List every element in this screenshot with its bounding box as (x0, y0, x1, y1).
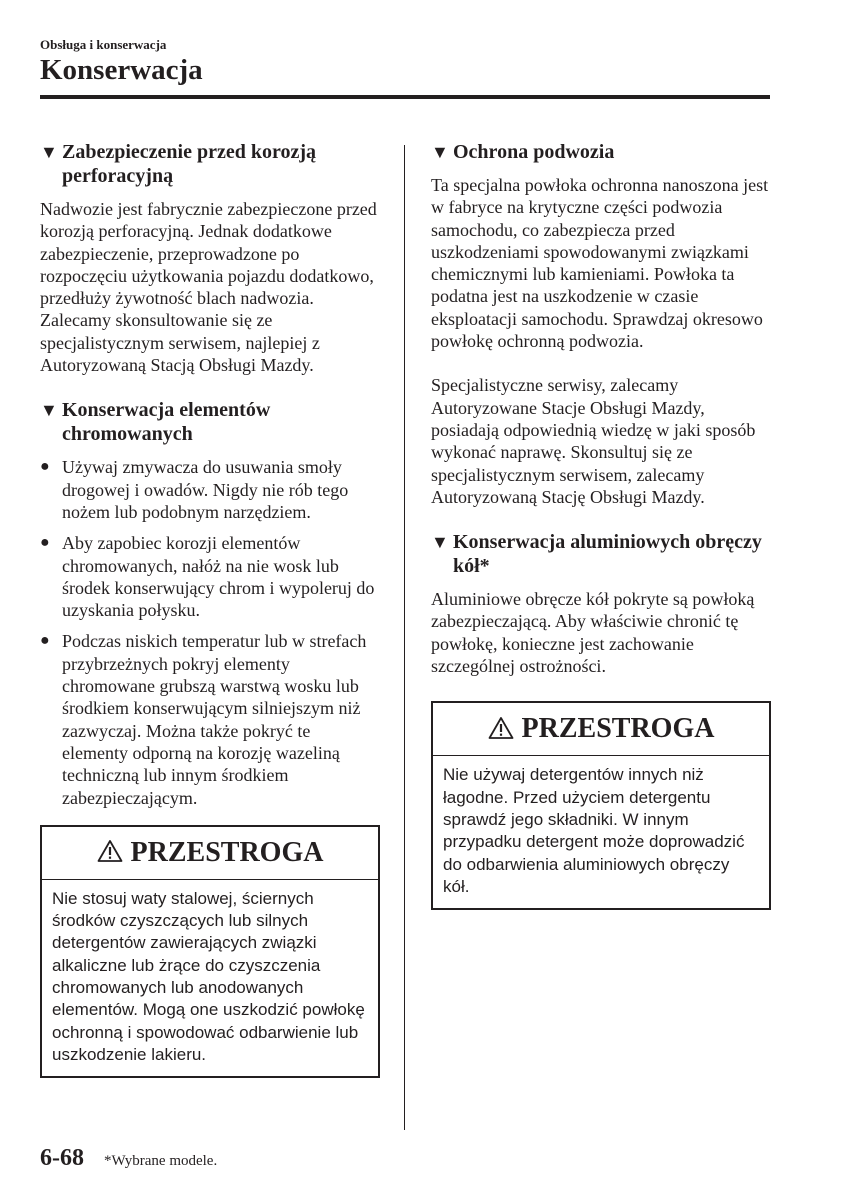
title-rule (40, 95, 770, 99)
heading-aluminium-wheels: ▼ Konserwacja aluminiowych obręczy kół* (431, 531, 762, 578)
caution-title: PRZESTROGA (521, 713, 715, 745)
caution-body (433, 756, 769, 908)
heading-underbody-protection: ▼ Ochrona podwozia (431, 141, 615, 163)
paragraph-service: Specjalistyczne serwisy, zalecamy Autoryzowane Stacje Obsługi Mazdy, posiadają odpowiednią wiedzę w jaki sposób wykonać naprawę. Skonsultuj się ze specjalistycznym serwisem, zalecamy Autoryzowaną Stację Obsługi Mazdy. (431, 375, 756, 507)
caution-title: PRZESTROGA (130, 836, 324, 868)
right-column (431, 140, 771, 910)
triangle-marker-icon: ▼ (40, 400, 58, 421)
section-label: Obsługa i konserwacja (40, 37, 167, 52)
bullet-icon: ● (40, 534, 50, 552)
list-item: ● Używaj zmywacza do usuwania smoły drogowej i owadów. Nigdy nie rób tego nożem lub podobnym narzędziem. (40, 457, 349, 522)
warning-triangle-icon (488, 716, 514, 740)
caution-body (42, 880, 378, 1076)
page-title: Konserwacja (40, 54, 203, 86)
triangle-marker-icon: ▼ (40, 142, 58, 162)
paragraph-wheels: Aluminiowe obręcze kół pokryte są powłoką zabezpieczającą. Aby właściwie chronić tę powłokę, konieczne jest zachowanie szczególnej ostrożności. (431, 589, 755, 677)
list-item: ● Aby zapobiec korozji elementów chromowanych, nałóż na nie wosk lub środek konserwujący chrom i wypoleruj do uzyskania połysku. (40, 533, 375, 621)
page-footer (40, 1145, 217, 1172)
footnote: *Wybrane modele. (104, 1153, 218, 1169)
heading-chrome-care: ▼ Konserwacja elementów chromowanych (40, 399, 271, 446)
left-column (40, 140, 380, 1078)
caution-header (42, 827, 378, 880)
caution-text: Nie stosuj waty stalowej, ściernych środków czyszczących lub silnych detergentów zawierających związki alkaliczne lub żrące do czyszczenia chromowanych lub anodowanych elementów. Mogą one uszkodzić powłokę ochronną i spowodować odbarwienie lub uszkodzenie lakieru. (52, 888, 365, 1064)
caution-box-wheels (431, 701, 771, 910)
paragraph-corrosion: Nadwozie jest fabrycznie zabezpieczone przed korozją perforacyjną. Jednak dodatkowe zabezpieczenie, przeprowadzone po rozpoczęciu użytkowania pojazdu dodatkowo, przedłuży żywotność blach nadwozia. Zalecamy skonsultowanie się ze specjalistycznym serwisem, najlepiej z Autoryzowaną Stacją Obsługi Mazdy. (40, 199, 377, 376)
caution-header (433, 703, 769, 756)
paragraph-underbody: Ta specjalna powłoka ochronna nanoszona jest w fabryce na krytyczne części podwozia samochodu, co zabezpiecza przed uszkodzeniami spowodowanymi związkami chemicznymi lub kamieniami. Powłoka ta podatna jest na uszkodzenie w czasie eksploatacji samochodu. Sprawdzaj okresowo powłokę ochronną podwozia. (431, 175, 769, 352)
heading-corrosion-protection: ▼ Zabezpieczenie przed korozją perforacyjną (40, 141, 317, 187)
triangle-marker-icon: ▼ (431, 142, 449, 162)
triangle-marker-icon: ▼ (431, 532, 449, 553)
page-number: 6-68 (40, 1145, 84, 1171)
caution-text: Nie używaj detergentów innych niż łagodne. Przed użyciem detergentu sprawdź jego składniki. W innym przypadku detergent może doprowadzić do odbarwienia aluminiowych obręczy kół. (443, 765, 745, 896)
chrome-care-list (40, 456, 380, 808)
caution-box-chrome (40, 825, 380, 1078)
column-divider (404, 145, 405, 1130)
list-item: ● Podczas niskich temperatur lub w strefach przybrzeżnych pokryj elementy chromowane grubszą warstwą wosku lub środkiem konserwującym silniejszym niż zazwyczaj. Można także pokryć te elementy odporną na korozję wazeliną techniczną lub innym środkiem zabezpieczającym. (40, 631, 367, 808)
warning-triangle-icon (97, 839, 123, 863)
bullet-icon: ● (40, 632, 50, 650)
bullet-icon: ● (40, 458, 50, 476)
